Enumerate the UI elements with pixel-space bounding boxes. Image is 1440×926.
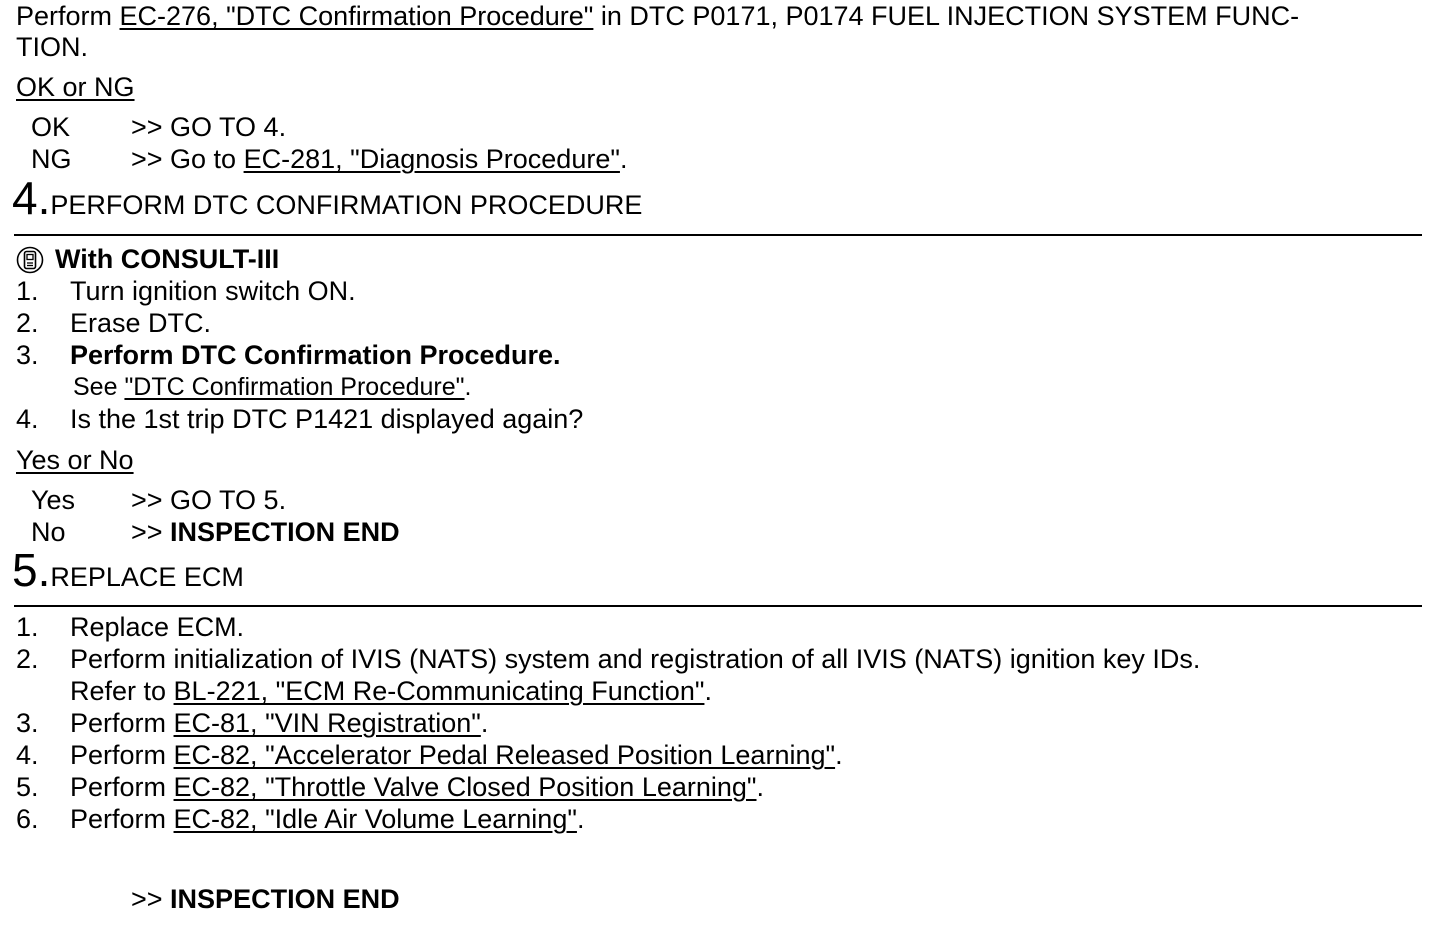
step4-item-4-text: Is the 1st trip DTC P1421 displayed again? xyxy=(70,404,584,434)
step4-item-2-number: 2. xyxy=(16,308,39,338)
step5-item-4-number: 4. xyxy=(16,740,39,770)
step5-item-3-number: 3. xyxy=(16,708,39,738)
no-key: No xyxy=(31,517,66,547)
link-ec-82-throttle-valve-learning[interactable]: EC-82, "Throttle Valve Closed Position Learning" xyxy=(173,772,757,802)
link-ec-276-dtc-confirmation[interactable]: EC-276, "DTC Confirmation Procedure" xyxy=(119,1,594,31)
step4-heading xyxy=(12,172,643,224)
step4-item-3-number: 3. xyxy=(16,340,39,370)
step5-item-6-number: 6. xyxy=(16,804,39,834)
step5-refer-reference: Refer to BL-221, "ECM Re-Communicating Function". xyxy=(70,676,712,706)
step4-see-reference: See "DTC Confirmation Procedure". xyxy=(73,373,472,401)
decision-label-yes-no: Yes or No xyxy=(16,445,134,475)
ng-result: >> Go to EC-281, "Diagnosis Procedure". xyxy=(131,144,628,174)
ok-key: OK xyxy=(31,112,71,142)
step5-number: 5. xyxy=(12,544,51,596)
link-ec-281-diagnosis-procedure[interactable]: EC-281, "Diagnosis Procedure" xyxy=(243,144,620,174)
ok-result: >> GO TO 4. xyxy=(131,112,287,142)
step5-item-5-text: Perform EC-82, "Throttle Valve Closed Position Learning". xyxy=(70,772,765,802)
link-ec-82-idle-air-volume-learning[interactable]: EC-82, "Idle Air Volume Learning" xyxy=(173,804,577,834)
step4-item-3-text: Perform DTC Confirmation Procedure. xyxy=(70,340,561,370)
step5-title: REPLACE ECM xyxy=(50,562,244,592)
step5-item-1-number: 1. xyxy=(16,612,39,642)
step5-end-result: >> INSPECTION END xyxy=(131,884,400,914)
step5-divider xyxy=(14,605,1422,607)
step5-item-4-text: Perform EC-82, "Accelerator Pedal Released Position Learning". xyxy=(70,740,843,770)
step4-title: PERFORM DTC CONFIRMATION PROCEDURE xyxy=(50,190,643,220)
step5-item-1-text: Replace ECM. xyxy=(70,612,245,642)
step5-item-5-number: 5. xyxy=(16,772,39,802)
step4-item-1-number: 1. xyxy=(16,276,39,306)
step4-number: 4. xyxy=(12,172,51,224)
step4-divider xyxy=(14,234,1422,236)
decision-label-ok-ng: OK or NG xyxy=(16,72,135,102)
step5-item-2-number: 2. xyxy=(16,644,39,674)
consult-heading: With CONSULT-III xyxy=(55,244,280,274)
step3-instruction-line2: TION. xyxy=(16,32,88,62)
step5-item-6-text: Perform EC-82, "Idle Air Volume Learning". xyxy=(70,804,585,834)
yes-result: >> GO TO 5. xyxy=(131,485,287,515)
step4-item-2-text: Erase DTC. xyxy=(70,308,212,338)
step5-heading xyxy=(12,544,244,596)
consult-tool-icon xyxy=(16,246,44,274)
step5-item-3-text: Perform EC-81, "VIN Registration". xyxy=(70,708,489,738)
no-result: >> INSPECTION END xyxy=(131,517,400,547)
step3-instruction-line1: Perform EC-276, "DTC Confirmation Procedure" in DTC P0171, P0174 FUEL INJECTION SYSTEM FUNC- xyxy=(16,1,1300,31)
link-ec-81-vin-registration[interactable]: EC-81, "VIN Registration" xyxy=(173,708,481,738)
ng-key: NG xyxy=(31,144,72,174)
yes-key: Yes xyxy=(31,485,76,515)
link-dtc-confirmation-procedure[interactable]: "DTC Confirmation Procedure" xyxy=(124,373,465,401)
step5-item-2-text: Perform initialization of IVIS (NATS) system and registration of all IVIS (NATS) ignition key IDs. xyxy=(70,644,1201,674)
step4-item-4-number: 4. xyxy=(16,404,39,434)
link-ec-82-accelerator-pedal-learning[interactable]: EC-82, "Accelerator Pedal Released Position Learning" xyxy=(173,740,836,770)
link-bl-221-ecm-recommunicating[interactable]: BL-221, "ECM Re-Communicating Function" xyxy=(173,676,705,706)
step4-item-1-text: Turn ignition switch ON. xyxy=(70,276,356,306)
